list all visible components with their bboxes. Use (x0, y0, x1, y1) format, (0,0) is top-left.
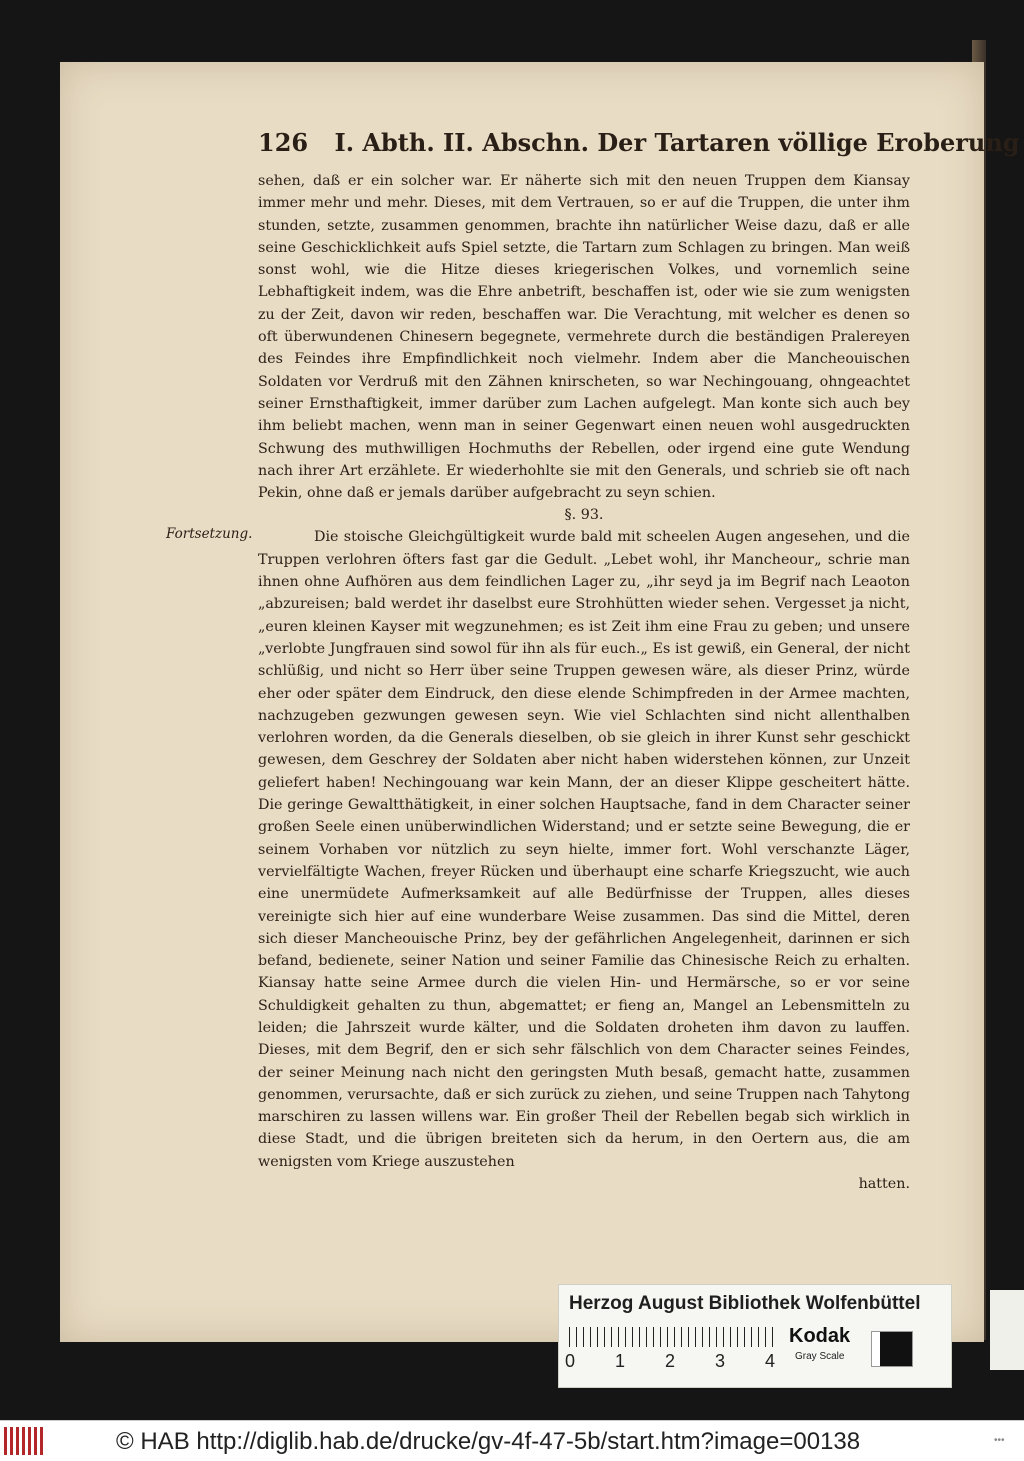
body-text (258, 170, 910, 1195)
paragraph-1: sehen, daß er ein solcher war. Er näherte sich mit den neuen Truppen dem Kiansay immer mehr und mehr. Dieses, mit dem Vertrauen, so er auf die Truppen, die unter ihm stunden, setzte, zusammen genommen, brachte ihn natürlicher Weise dazu, daß er alle seine Geschicklichkeit aufs Spiel setzte, die Tartarn zum Schlagen zu bringen. Man weiß sonst wohl, wie die Hitze dieses kriegerischen Volkes, und vornemlich seine Lebhaftigkeit indem, was die Ehre anbetrift, beschaffen ist, oder wie sie zum wenigsten zu der Zeit, davon wir reden, beschaffen war. Die Verachtung, mit welcher es denen so oft überwundenen Chinesern begegnete, vermehrete durch die beständigen Pralereyen des Feindes ihre Empfindlichkeit noch vielmehr. Indem aber die Mancheouischen Soldaten vor Verdruß mit den Zähnen knirscheten, so war Nechingouang, ohngeachtet seiner Ernsthaftigkeit, immer darüber zum Lachen aufgelegt. Man konte sich auch bey ihm beliebt machen, wenn man in seiner Gegenwart einen neuen wohl ausgedruckten Schwung des muthwilligen Hochmuths der Rebellen, oder irgend eine gute Wendung nach ihrer Art erzählete. Er wiederhohlte sie mit den Generals, und schrieb sie oft nach Pekin, ohne daß er jemals darüber aufgebracht zu seyn schien. (258, 173, 910, 502)
section-number: §. 93. (564, 507, 604, 524)
ruler-number: 0 (565, 1351, 576, 1371)
page-header (258, 128, 1020, 157)
ruler-scale (569, 1327, 779, 1347)
ruler-number: 2 (665, 1351, 676, 1371)
catchword: hatten. (858, 1176, 910, 1193)
gray-swatch (871, 1331, 913, 1367)
running-title: I. Abth. II. Abschn. Der Tartaren völlige Eroberung (334, 128, 1020, 157)
adjacent-card-edge (990, 1290, 1024, 1370)
ruler-number: 4 (765, 1351, 776, 1371)
more-icon: ••• (994, 1435, 1005, 1446)
kodak-logo: Kodak (789, 1325, 851, 1347)
library-name: Herzog August Bibliothek Wolfenbüttel (569, 1293, 921, 1314)
hab-logo-icon (4, 1427, 46, 1455)
ruler-number: 3 (715, 1351, 726, 1371)
color-card (558, 1284, 952, 1388)
ruler-numbers (565, 1351, 785, 1373)
margin-note: Fortsetzung. (166, 526, 253, 542)
ruler-number: 1 (615, 1351, 626, 1371)
paragraph-2: Die stoische Gleichgültigkeit wurde bald mit scheelen Augen angesehen, und die Truppen verlohren öfters fast gar die Gedult. „Lebet wohl, ihr Mancheour„ schrie man ihnen ohne Aufhören aus dem feindlichen Lager zu, „ihr seyd ja im Begrif nach Leaoton „abzureisen; bald werdet ihr daselbst eure Strohhütten wieder sehen. Vergesset ja nicht, „euren kleinen Kayser mit wegzunehmen; es ist Zeit ihm eine Frau zu geben; und unsere „verlobte Jungfrauen sind sowol für ihn als für euch.„ Es ist gewiß, ein General, der nicht schlüßig, und nicht so Herr über seine Truppen gewesen wäre, als dieser Prinz, würde eher oder später dem Eindruck, den diese elende Schimpfreden in der Armee machten, nachzugeben gezwungen gewesen seyn. Wie viel Schlachten sind nicht allenthalben verlohren worden, da die Generals dieselben, ob sie gleich in ihrer Kunst sehr geschickt gewesen, dem Geschrey der Soldaten aber nicht haben widerstehen können, zur Unzeit geliefert haben! Nechingouang war kein Mann, der an dieser Klippe gescheitert hätte. Die geringe Gewaltthätigkeit, in einer solchen Hauptsache, fand in dem Character seiner großen Seele einen unüberwindlichen Widerstand; und er setzte seine Bewegung, die er seinem Vorhaben vor nützlich zu seyn hielte, immer fort. Wohl verschanzte Läger, vervielfältigte Wachen, freyer Rücken und überhaupt eine scharfe Kriegszucht, wie auch eine unermüdete Aufmerksamkeit auf alle Bedürfnisse der Truppen, alles dieses vereinigte sich hier auf eine wunderbare Weise zusammen. Das sind die Mittel, deren sich dieser Mancheouische Prinz, bey der gefährlichen Angelegenheit, darinnen er sich befand, bedienete, seiner Nation und seiner Familie das Chinesische Reich zu erhalten. Kiansay hatte seine Armee durch die vielen Hin- und Hermärsche, so er vor seine Schuldigkeit gehalten zu thun, abgemattet; er fieng an, Mangel an Lebensmitteln zu leiden; die Jahrszeit wurde kälter, und die Soldaten droheten ihm davon zu lauffen. Dieses, mit dem Begrif, den er sich sehr fälschlich von dem Character seines Feindes, der seiner Meinung nach nicht den geringsten Muth besaß, gemacht hatte, zusammen genommen, verursachte, daß er sich zurück zu ziehen, und seine Truppen nach Tahytong marschiren zu lassen willens war. Ein großer Theil der Rebellen begab sich wirklich in diese Stadt, und die übrigen breiteten sich da herum, in den Oertern aus, die am wenigsten vom Kriege auszustehen (258, 529, 910, 1170)
gray-scale-label: Gray Scale (795, 1351, 845, 1362)
page-number: 126 (258, 128, 309, 157)
copyright-url[interactable]: © HAB http://diglib.hab.de/drucke/gv-4f-47-5b/start.htm?image=00138 (116, 1428, 861, 1455)
footer-bar (0, 1420, 1024, 1461)
